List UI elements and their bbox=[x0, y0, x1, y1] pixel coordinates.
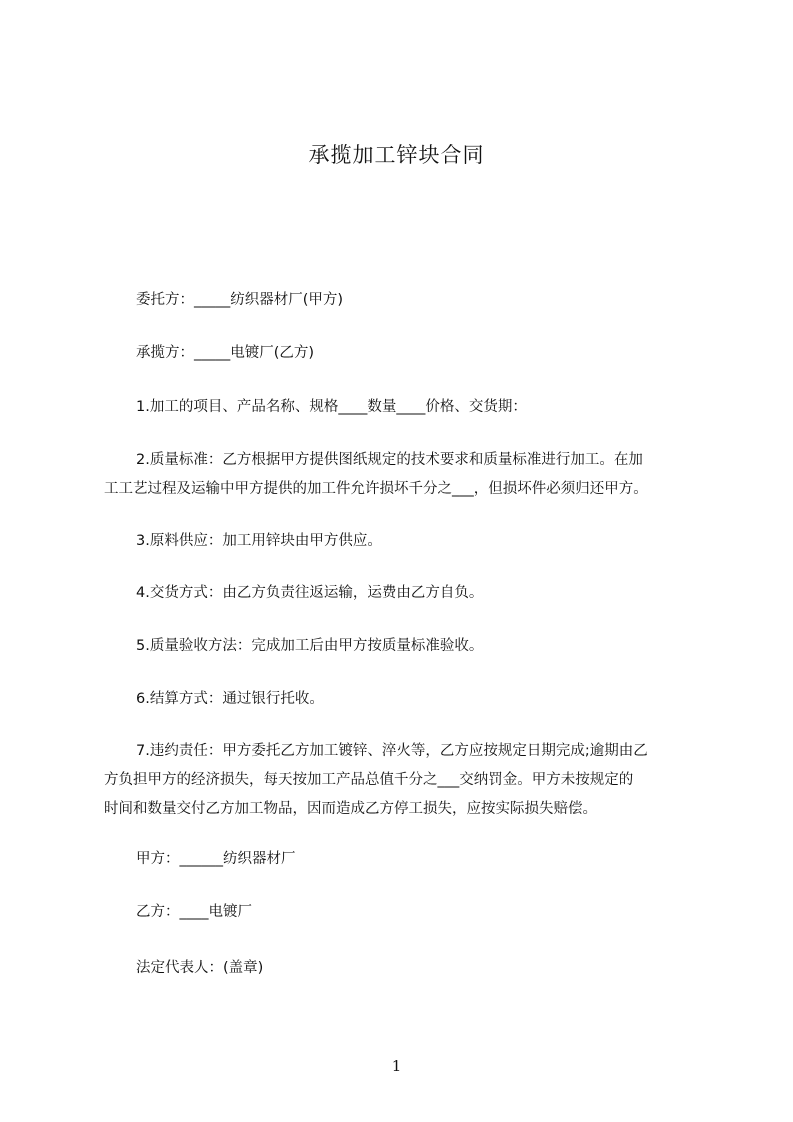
paragraph-line: 乙方：____电镀厂 bbox=[136, 904, 252, 920]
paragraph-line: 1.加工的项目、产品名称、规格____数量____价格、交货期： bbox=[136, 399, 527, 415]
paragraph-client bbox=[104, 286, 704, 315]
paragraph-clause-7 bbox=[104, 737, 704, 824]
paragraph-line: 时间和数量交付乙方加工物品，因而造成乙方停工损失，应按实际损失赔偿。 bbox=[104, 801, 597, 817]
paragraph-line: 法定代表人：(盖章) bbox=[136, 960, 264, 976]
paragraph-line: 甲方：______纺织器材厂 bbox=[136, 851, 296, 867]
paragraph-line: 工工艺过程及运输中甲方提供的加工件允许损坏千分之___，但损坏件必须归还甲方。 bbox=[104, 481, 648, 497]
paragraph-line: 方负担甲方的经济损失，每天按加工产品总值千分之___交纳罚金。甲方未按规定的 bbox=[104, 772, 634, 788]
paragraph-line: 6.结算方式：通过银行托收。 bbox=[136, 691, 324, 707]
paragraph-clause-4 bbox=[104, 579, 704, 608]
paragraph-legal-representative bbox=[104, 954, 704, 983]
paragraph-line: 2.质量标准：乙方根据甲方提供图纸规定的技术要求和质量标准进行加工。在加 bbox=[136, 452, 643, 468]
paragraph-clause-6 bbox=[104, 685, 704, 714]
paragraph-party-b bbox=[104, 898, 704, 927]
document-title: 承揽加工锌块合同 bbox=[308, 143, 485, 167]
paragraph-clause-3 bbox=[104, 527, 704, 556]
paragraph-line: 5.质量验收方法：完成加工后由甲方按质量标准验收。 bbox=[136, 638, 484, 654]
paragraph-clause-2 bbox=[104, 446, 704, 504]
paragraph-clause-5 bbox=[104, 632, 704, 661]
paragraph-line: 承揽方：_____电镀厂(乙方) bbox=[136, 345, 315, 361]
paragraph-line: 4.交货方式：由乙方负责往返运输，运费由乙方自负。 bbox=[136, 585, 484, 601]
paragraph-line: 委托方：_____纺织器材厂(甲方) bbox=[136, 292, 344, 308]
paragraph-party-a bbox=[104, 845, 704, 874]
paragraph-line: 3.原料供应：加工用锌块由甲方供应。 bbox=[136, 533, 382, 549]
page-number: 1 bbox=[391, 1057, 402, 1075]
paragraph-line: 7.违约责任：甲方委托乙方加工镀锌、淬火等，乙方应按规定日期完成;逾期由乙 bbox=[136, 743, 648, 759]
paragraph-contractor bbox=[104, 339, 704, 368]
paragraph-clause-1 bbox=[104, 393, 704, 422]
